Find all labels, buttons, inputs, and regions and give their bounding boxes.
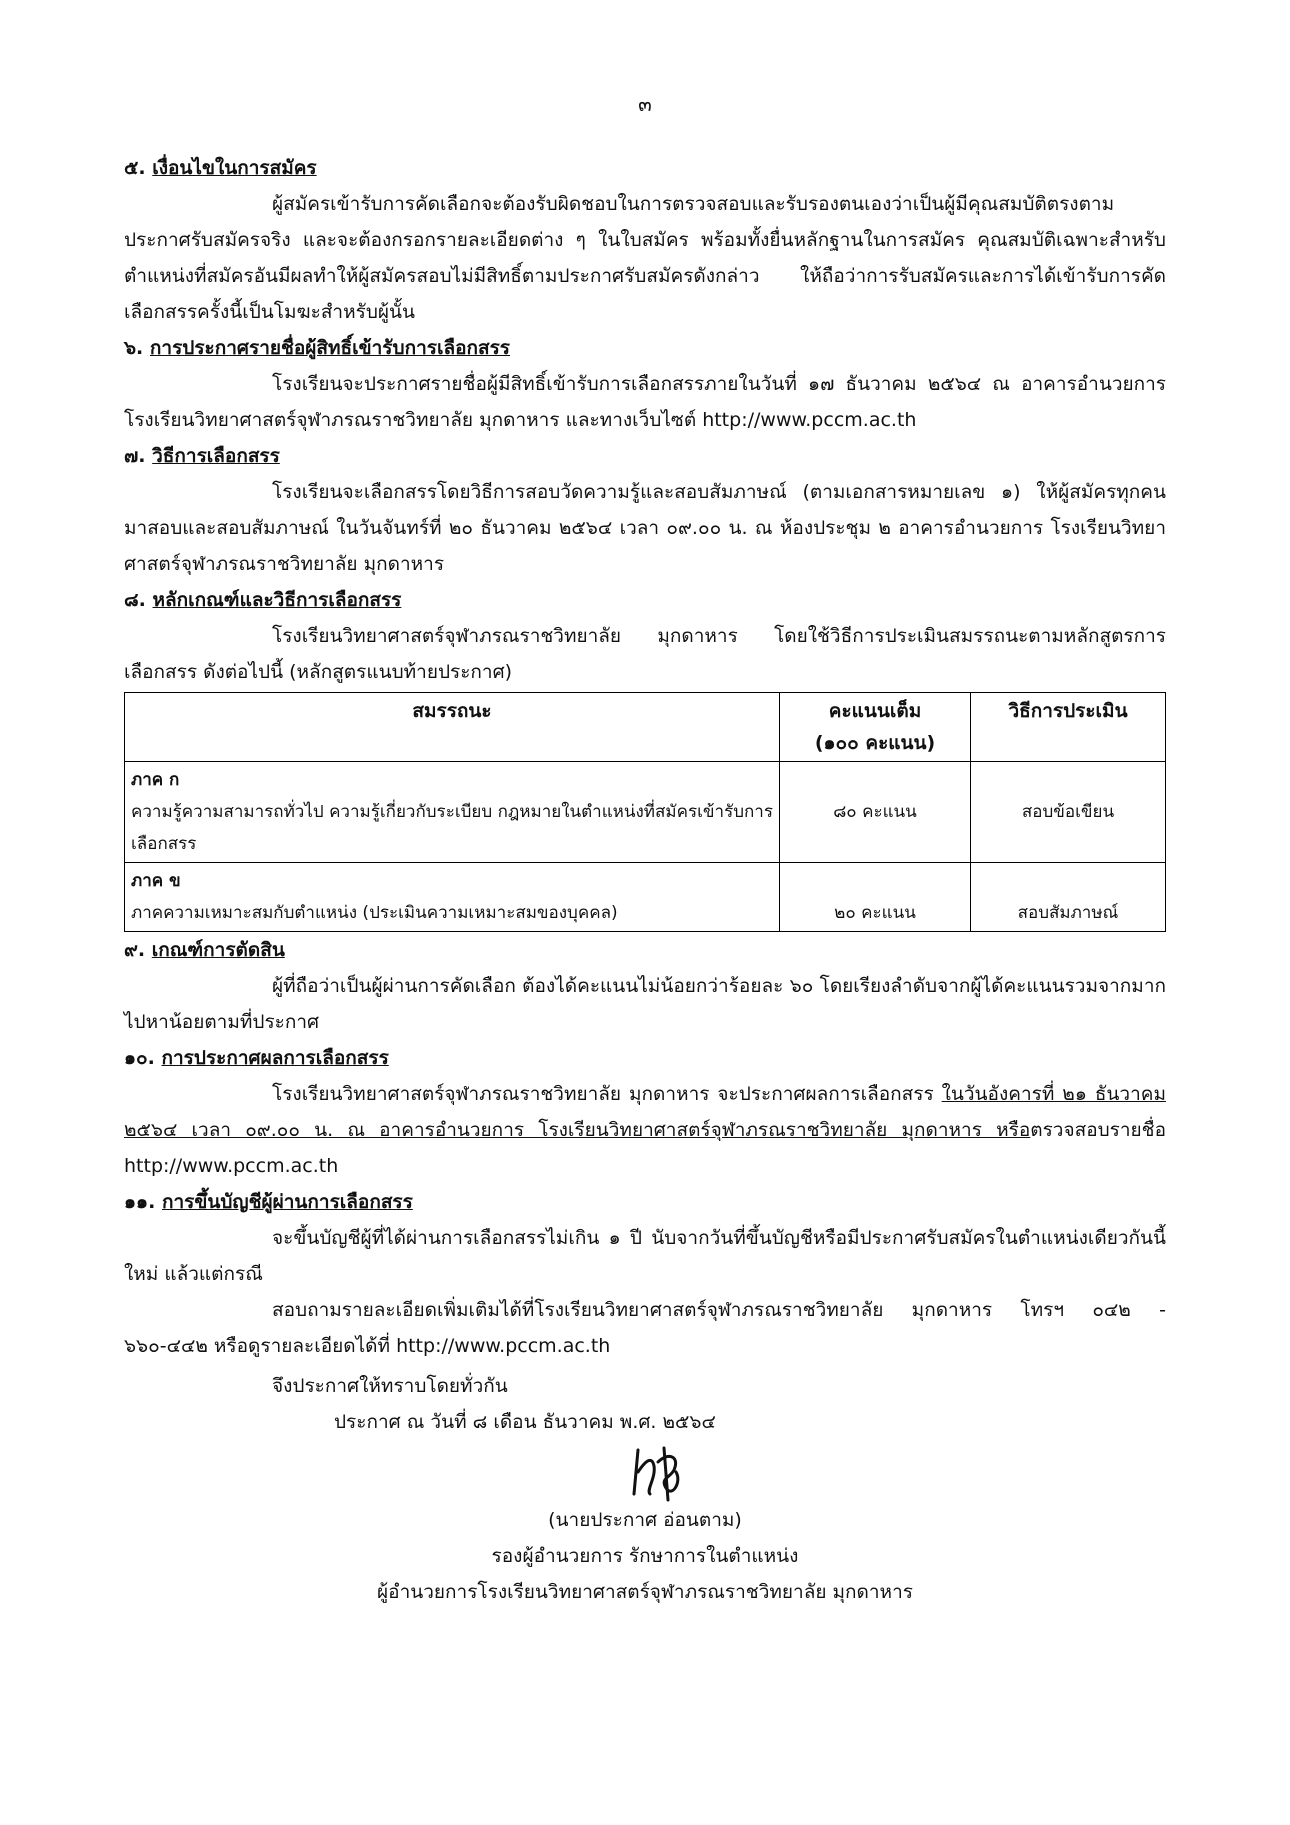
section-5-heading: ๕. เงื่อนไขในการสมัคร bbox=[124, 157, 317, 179]
section-5-body: ผู้สมัครเข้ารับการคัดเลือกจะต้องรับผิดชอบในการตรวจสอบและรับรองตนเองว่าเป็นผู้มีคุณสมบัติตรงตามประกาศรับสมัครจริง และจะต้องกรอกรายละเอียดต่าง ๆ ในใบสมัคร พร้อมทั้งยื่นหลักฐานในการสมัคร คุณสมบัติเฉพาะสำหรับตำแหน่งที่สมัครอันมีผลทำให้ผู้สมัครสอบไม่มีสิทธิ์ตามประกาศรับสมัครดังกล่าว ให้ถือว่าการรับสมัครและการได้เข้ารับการคัดเลือกสรรครั้งนี้เป็นโมฆะสำหรับผู้นั้น bbox=[124, 193, 1166, 323]
part-b-method: สอบสัมภาษณ์ bbox=[971, 863, 1166, 932]
signer-title: รองผู้อำนวยการ รักษาการในตำแหน่ง bbox=[491, 1545, 799, 1567]
announce-line: จึงประกาศให้ทราบโดยทั่วกัน bbox=[272, 1375, 508, 1397]
competency-table bbox=[124, 692, 1166, 932]
header-method: วิธีการประเมิน bbox=[971, 693, 1166, 762]
section-9-heading: ๙. เกณฑ์การตัดสิน bbox=[124, 939, 285, 961]
section-8-heading: ๘. หลักเกณฑ์และวิธีการเลือกสรร bbox=[124, 589, 402, 611]
section-10-body: โรงเรียนวิทยาศาสตร์จุฬาภรณราชวิทยาลัย มุกดาหาร จะประกาศผลการเลือกสรร ในวันอังคารที่ ๒๑ ธันวาคม ๒๕๖๔ เวลา ๐๙.๐๐ น. ณ อาคารอำนวยการ โรงเรียนวิทยาศาสตร์จุฬาภรณราชวิทยาลัย มุกดาหาร หรือตรวจสอบรายชื่อ http://www.pccm.ac.th bbox=[124, 1083, 1166, 1177]
signer-name: (นายประกาศ อ่อนตาม) bbox=[548, 1509, 742, 1531]
table-row bbox=[125, 863, 1166, 932]
section-7-heading: ๗. วิธีการเลือกสรร bbox=[124, 445, 280, 467]
section-6-heading: ๖. การประกาศรายชื่อผู้สิทธิ์เข้ารับการเลือกสรร bbox=[124, 337, 511, 359]
part-a-method: สอบข้อเขียน bbox=[971, 762, 1166, 863]
signature bbox=[124, 1440, 1166, 1502]
part-b-score: ๒๐ คะแนน bbox=[780, 863, 971, 932]
table-row bbox=[125, 762, 1166, 863]
header-full-score: คะแนนเต็ม (๑๐๐ คะแนน) bbox=[780, 693, 971, 762]
section-7-body: โรงเรียนจะเลือกสรรโดยวิธีการสอบวัดความรู้และสอบสัมภาษณ์ (ตามเอกสารหมายเลข ๑) ให้ผู้สมัครทุกคนมาสอบและสอบสัมภาษณ์ ในวันจันทร์ที่ ๒๐ ธันวาคม ๒๕๖๔ เวลา ๐๙.๐๐ น. ณ ห้องประชุม ๒ อาคารอำนวยการ โรงเรียนวิทยาศาสตร์จุฬาภรณราชวิทยาลัย มุกดาหาร bbox=[124, 481, 1166, 575]
document-body bbox=[124, 150, 1166, 1610]
page-number: ๓ bbox=[638, 92, 652, 116]
contact-info: สอบถามรายละเอียดเพิ่มเติมได้ที่โรงเรียนวิทยาศาสตร์จุฬาภรณราชวิทยาลัย มุกดาหาร โทรฯ ๐๔๒ - ๖๖๐-๔๔๒ หรือดูรายละเอียดได้ที่ http://www.pccm.ac.th bbox=[124, 1299, 1166, 1357]
signature-scribble-icon bbox=[624, 1442, 694, 1502]
section-11-body: จะขึ้นบัญชีผู้ที่ได้ผ่านการเลือกสรรไม่เกิน ๑ ปี นับจากวันที่ขึ้นบัญชีหรือมีประกาศรับสมัครในตำแหน่งเดียวกันนี้ใหม่ แล้วแต่กรณี bbox=[124, 1227, 1166, 1285]
part-a-score: ๘๐ คะแนน bbox=[780, 762, 971, 863]
section-10-heading: ๑๐. การประกาศผลการเลือกสรร bbox=[124, 1047, 389, 1069]
announce-date: ประกาศ ณ วันที่ ๘ เดือน ธันวาคม พ.ศ. ๒๕๖๔ bbox=[334, 1411, 716, 1433]
table-header-row bbox=[125, 693, 1166, 762]
part-a-cell: ภาค ก ความรู้ความสามารถทั่วไป ความรู้เกี่ยวกับระเบียบ กฎหมายในตำแหน่งที่สมัครเข้ารับการเลือกสรร bbox=[125, 762, 780, 863]
section-11-heading: ๑๑. การขึ้นบัญชีผู้ผ่านการเลือกสรร bbox=[124, 1191, 413, 1213]
section-9-body: ผู้ที่ถือว่าเป็นผู้ผ่านการคัดเลือก ต้องได้คะแนนไม่น้อยกว่าร้อยละ ๖๐ โดยเรียงลำดับจากผู้ได้คะแนนรวมจากมากไปหาน้อยตามที่ประกาศ bbox=[124, 975, 1166, 1033]
section-8-body: โรงเรียนวิทยาศาสตร์จุฬาภรณราชวิทยาลัย มุกดาหาร โดยใช้วิธีการประเมินสมรรถนะตามหลักสูตรการเลือกสรร ดังต่อไปนี้ (หลักสูตรแนบท้ายประกาศ) bbox=[124, 625, 1166, 683]
header-competency: สมรรถนะ bbox=[125, 693, 780, 762]
signer-org: ผู้อำนวยการโรงเรียนวิทยาศาสตร์จุฬาภรณราชวิทยาลัย มุกดาหาร bbox=[377, 1581, 913, 1603]
part-b-cell: ภาค ข ภาคความเหมาะสมกับตำแหน่ง (ประเมินความเหมาะสมของบุคคล) bbox=[125, 863, 780, 932]
section-6-body: โรงเรียนจะประกาศรายชื่อผู้มีสิทธิ์เข้ารับการเลือกสรรภายในวันที่ ๑๗ ธันวาคม ๒๕๖๔ ณ อาคารอำนวยการ โรงเรียนวิทยาศาสตร์จุฬาภรณราชวิทยาลัย มุกดาหาร และทางเว็บไซต์ http://www.pccm.ac.th bbox=[124, 373, 1166, 431]
